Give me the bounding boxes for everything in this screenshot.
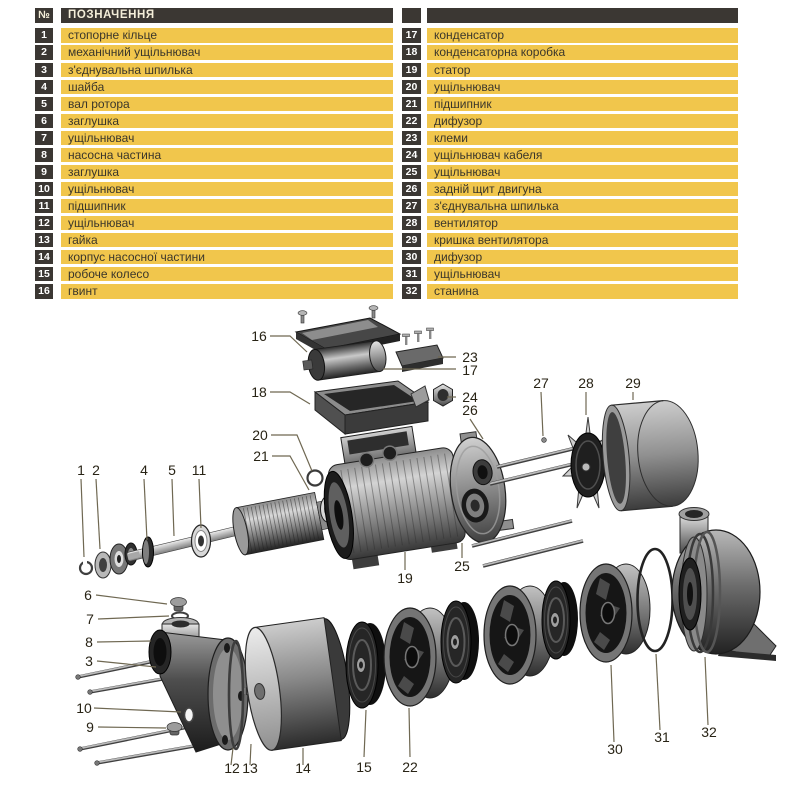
leader-line	[96, 595, 167, 604]
leader-line	[271, 435, 312, 471]
leader-line	[409, 708, 410, 757]
leader-line	[272, 456, 309, 490]
callout-17: 17	[462, 362, 478, 378]
callout-29: 29	[625, 375, 641, 391]
leader-line	[98, 616, 169, 619]
callout-12: 12	[224, 760, 240, 776]
callout-6: 6	[84, 587, 92, 603]
callout-30: 30	[607, 741, 623, 757]
callout-23: 23	[462, 349, 478, 365]
row-label: шайба	[61, 80, 393, 95]
row-label: кришка вентилятора	[427, 233, 738, 248]
callout-9: 9	[86, 719, 94, 735]
callout-4: 4	[140, 462, 148, 478]
row-label: конденсатор	[427, 28, 738, 43]
row-number: 16	[35, 284, 53, 299]
o-ring-20	[308, 471, 323, 486]
callout-27: 27	[533, 375, 549, 391]
row-label: заглушка	[61, 165, 393, 180]
row-number: 8	[35, 148, 53, 163]
row-label: ущільнювач	[61, 216, 393, 231]
row-label: дифузор	[427, 114, 738, 129]
callout-10: 10	[76, 700, 92, 716]
terminal-block	[396, 328, 443, 372]
row-number: 12	[35, 216, 53, 231]
row-label: підшипник	[427, 97, 738, 112]
fan-cover	[599, 398, 703, 512]
callout-14: 14	[295, 760, 311, 776]
row-number: 22	[402, 114, 421, 129]
row-label: механічний ущільнювач	[61, 45, 393, 60]
callout-19: 19	[397, 570, 413, 586]
row-label: насосна частина	[61, 148, 393, 163]
row-label: задній щит двигуна	[427, 182, 738, 197]
row-number: 5	[35, 97, 53, 112]
row-number: 9	[35, 165, 53, 180]
row-number: 2	[35, 45, 53, 60]
row-label: підшипник	[61, 199, 393, 214]
callout-8: 8	[85, 634, 93, 650]
plug-6	[171, 598, 187, 612]
row-label: гвинт	[61, 284, 393, 299]
row-label: з'єднувальна шпилька	[61, 63, 393, 78]
row-number: 14	[35, 250, 53, 265]
row-number: 21	[402, 97, 421, 112]
row-label: робоче колесо	[61, 267, 393, 282]
row-number: 30	[402, 250, 421, 265]
row-label: вал ротора	[61, 97, 393, 112]
callout-25: 25	[454, 558, 470, 574]
row-label: вентилятор	[427, 216, 738, 231]
leader-line	[270, 392, 310, 404]
leader-line	[199, 479, 201, 528]
leader-line	[98, 727, 166, 728]
callout-2: 2	[92, 462, 100, 478]
callout-24: 24	[462, 389, 478, 405]
callout-3: 3	[85, 653, 93, 669]
leader-line	[705, 657, 708, 725]
callout-18: 18	[251, 384, 267, 400]
callout-22: 22	[402, 759, 418, 775]
row-number: 27	[402, 199, 421, 214]
row-number: 23	[402, 131, 421, 146]
callout-7: 7	[86, 611, 94, 627]
leader-line	[364, 710, 366, 757]
row-label: гайка	[61, 233, 393, 248]
row-label: статор	[427, 63, 738, 78]
row-number: 32	[402, 284, 421, 299]
front-bearing	[192, 525, 211, 557]
row-number: 19	[402, 63, 421, 78]
row-number: 1	[35, 28, 53, 43]
callout-13: 13	[242, 760, 258, 776]
header-name-cell: ПОЗНАЧЕННЯ	[61, 8, 393, 23]
row-number: 4	[35, 80, 53, 95]
callout-26: 26	[462, 402, 478, 418]
row-number: 29	[402, 233, 421, 248]
callout-31: 31	[654, 729, 670, 745]
plug-9	[167, 723, 182, 736]
impeller	[441, 601, 479, 683]
impeller	[542, 581, 578, 659]
row-label: стопорне кільце	[61, 28, 393, 43]
pump-casing	[239, 616, 356, 753]
row-number: 17	[402, 28, 421, 43]
row-number: 26	[402, 182, 421, 197]
stator-motor	[314, 421, 468, 572]
impeller	[346, 622, 386, 708]
row-number: 18	[402, 45, 421, 60]
row-number: 28	[402, 216, 421, 231]
callout-11: 11	[191, 462, 207, 478]
header-number-cell: №	[35, 8, 53, 23]
row-label: дифузор	[427, 250, 738, 265]
row-label: клеми	[427, 131, 738, 146]
callout-5: 5	[168, 462, 176, 478]
callout-16: 16	[251, 328, 267, 344]
callout-21: 21	[253, 448, 269, 464]
leader-line	[611, 665, 614, 742]
row-number: 7	[35, 131, 53, 146]
row-number: 15	[35, 267, 53, 282]
row-label: ущільнювач кабеля	[427, 148, 738, 163]
leader-line	[96, 479, 100, 549]
snap-ring	[80, 560, 92, 574]
pump-stand	[672, 508, 776, 662]
row-number: 24	[402, 148, 421, 163]
row-label: корпус насосної частини	[61, 250, 393, 265]
row-number: 20	[402, 80, 421, 95]
row-label: заглушка	[61, 114, 393, 129]
row-label: конденсаторна коробка	[427, 45, 738, 60]
row-number: 11	[35, 199, 53, 214]
row-label: ущільнювач	[61, 131, 393, 146]
row-number: 31	[402, 267, 421, 282]
leader-line	[144, 479, 147, 540]
leader-line	[94, 708, 181, 712]
leader-line	[172, 479, 174, 536]
callout-32: 32	[701, 724, 717, 740]
callout-28: 28	[578, 375, 594, 391]
shaft-washer	[143, 537, 154, 567]
row-number: 6	[35, 114, 53, 129]
row-label: ущільнювач	[427, 80, 738, 95]
callout-1: 1	[77, 462, 85, 478]
callout-20: 20	[252, 427, 268, 443]
row-number: 3	[35, 63, 53, 78]
row-label: станина	[427, 284, 738, 299]
row-number: 25	[402, 165, 421, 180]
row-label: ущільнювач	[61, 182, 393, 197]
leader-line	[541, 392, 543, 436]
row-number: 10	[35, 182, 53, 197]
callout-15: 15	[356, 759, 372, 775]
row-label: ущільнювач	[427, 165, 738, 180]
row-number: 13	[35, 233, 53, 248]
leader-line	[81, 479, 84, 557]
o-ring-10	[185, 708, 194, 722]
row-label: ущільнювач	[427, 267, 738, 282]
rotor	[230, 490, 338, 556]
row-label: з'єднувальна шпилька	[427, 199, 738, 214]
leader-line	[97, 641, 151, 642]
leader-line	[656, 654, 660, 730]
cable-gland	[411, 384, 453, 407]
